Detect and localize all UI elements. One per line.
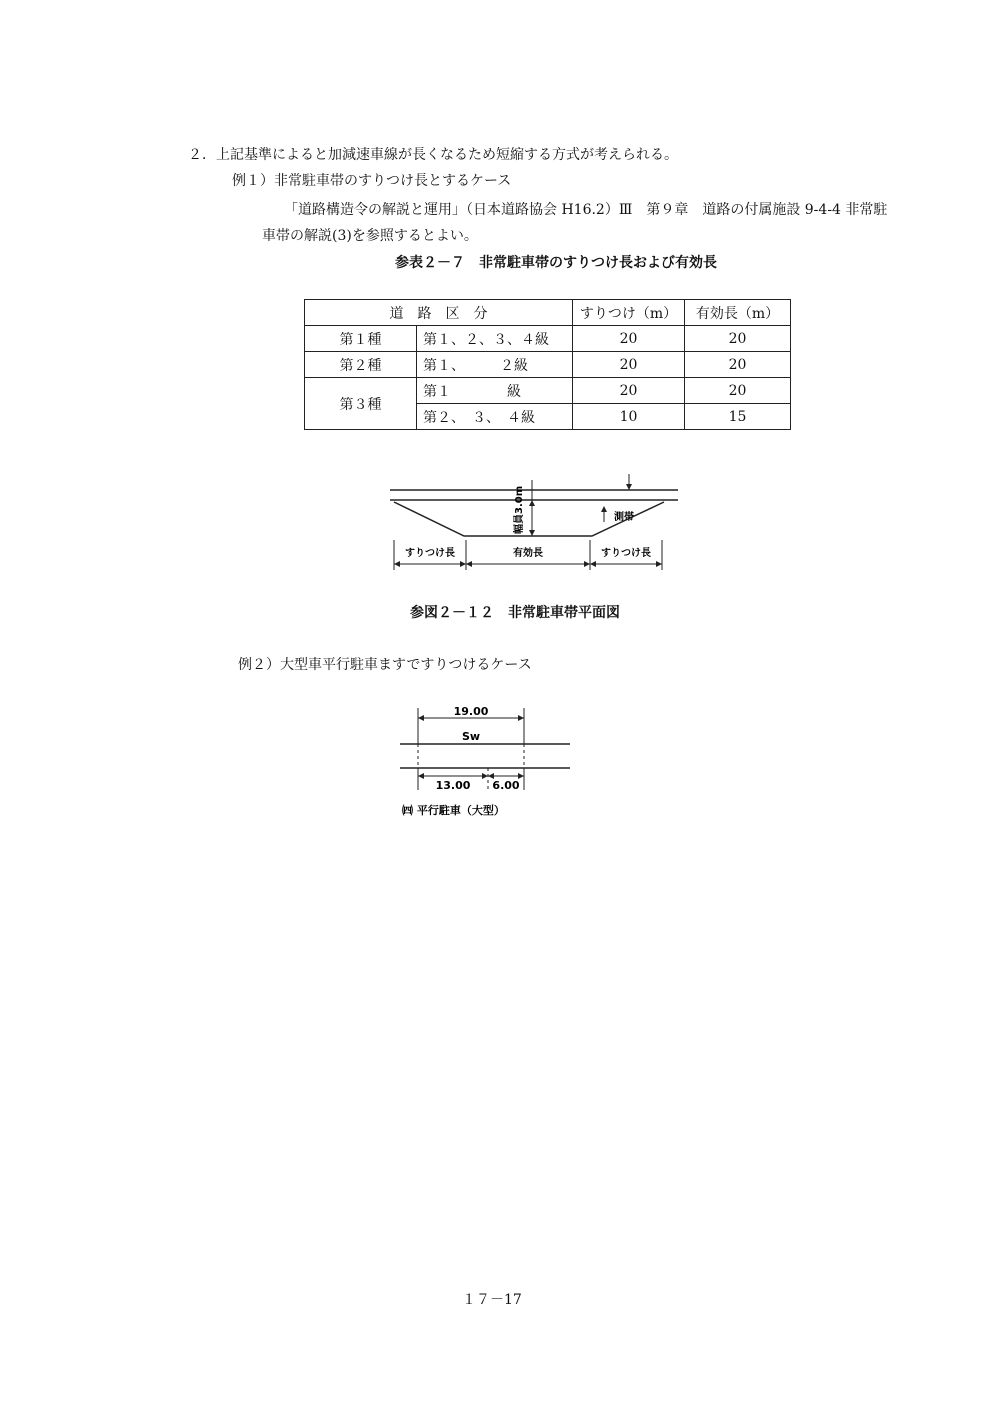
cell-class: 第１ 級 <box>417 378 573 404</box>
cell-taper: 20 <box>573 378 685 404</box>
parallel-parking-diagram <box>398 700 576 824</box>
sw-label: Sw <box>461 730 481 743</box>
cell-class: 第１、２、３、４級 <box>417 326 573 352</box>
cell-taper: 10 <box>573 404 685 430</box>
table-row <box>305 326 791 352</box>
cell-type: 第１種 <box>305 326 417 352</box>
total-length-label: 19.00 <box>453 705 489 718</box>
effective-length-label: 有効長 <box>513 548 543 559</box>
taper-right-label: すりつけ長 <box>601 548 651 559</box>
figure-1-caption: 参図２－１２ 非常駐車帯平面図 <box>410 605 620 621</box>
cell-effective: 20 <box>685 352 791 378</box>
header-effective: 有効長（m） <box>685 300 791 326</box>
parallel-parking-caption: ㈣ 平行駐車（大型） <box>402 804 505 817</box>
cell-effective: 15 <box>685 404 791 430</box>
cell-type: 第２種 <box>305 352 417 378</box>
right-segment-label: 6.00 <box>492 779 520 792</box>
width-label: 幅員3.0m <box>514 485 525 534</box>
shoulder-label: 測帯 <box>614 512 634 523</box>
left-segment-label: 13.00 <box>435 779 471 792</box>
example-1-reference-line-1: 「道路構造令の解説と運用」（日本道路協会 H16.2）Ⅲ 第９章 道路の付属施設 9-4-4 非常駐 <box>284 202 888 218</box>
header-road-class: 道 路 区 分 <box>305 300 573 326</box>
cell-type: 第３種 <box>305 378 417 430</box>
table-row <box>305 378 791 404</box>
example-2-label: 例２）大型車平行駐車ますですりつけるケース <box>238 657 532 673</box>
parking-bay-diagram <box>386 468 682 578</box>
cell-class: 第２、 ３、 ４級 <box>417 404 573 430</box>
cell-taper: 20 <box>573 326 685 352</box>
cell-class: 第１、 ２級 <box>417 352 573 378</box>
taper-left-label: すりつけ長 <box>405 548 455 559</box>
table-caption: 参表２－７ 非常駐車帯のすりつけ長および有効長 <box>395 255 717 271</box>
example-1-label: 例１）非常駐車帯のすりつけ長とするケース <box>232 173 512 189</box>
spec-table <box>304 299 791 430</box>
section-line-1: ２．上記基準によると加減速車線が長くなるため短縮する方式が考えられる。 <box>188 147 678 163</box>
cell-taper: 20 <box>573 352 685 378</box>
cell-effective: 20 <box>685 326 791 352</box>
table-header-row <box>305 300 791 326</box>
page-number: １７－17 <box>462 1292 522 1308</box>
cell-effective: 20 <box>685 378 791 404</box>
table-row <box>305 352 791 378</box>
header-taper: すりつけ（m） <box>573 300 685 326</box>
example-1-reference-line-2: 車帯の解説(3)を参照するとよい。 <box>262 228 478 244</box>
